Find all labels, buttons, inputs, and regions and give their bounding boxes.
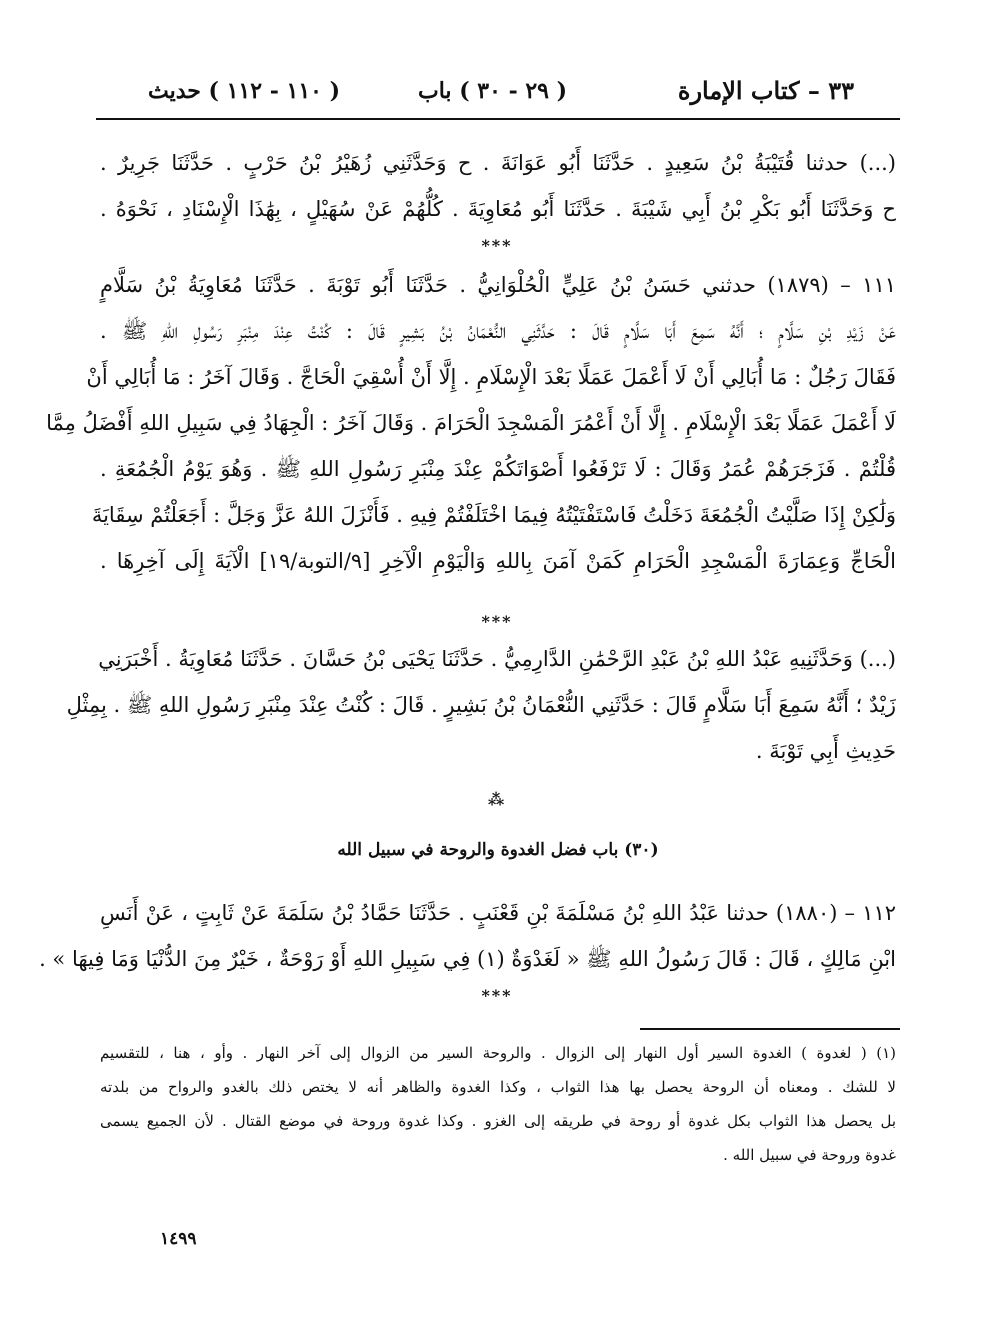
footnote-line: (١) ( لغدوة ) الغدوة السير أول النهار إلى الزوال . والروحة السير من الزوال إلى آخر النهار . وأو ، هنا ، للتقسيم bbox=[100, 1044, 896, 1062]
book-title: ٣٣ – كتاب الإمارة bbox=[677, 76, 854, 105]
page-number: ١٤٩٩ bbox=[160, 1229, 197, 1249]
text-line: الْحَاجِّ وَعِمَارَةَ الْمَسْجِدِ الْحَرَامِ كَمَنْ آمَنَ بِاللهِ وَالْيَوْمِ الْآخِرِ [٩/التوبة/١٩] الْآيَةَ إِلَى آخِرِهَا . bbox=[100, 549, 896, 573]
hadith-112 bbox=[39, 890, 897, 982]
text-line: وَلَٰكِنْ إِذَا صَلَّيْتُ الْجُمُعَةَ دَخَلْتُ فَاسْتَفْتَيْتُهُ فِيمَا اخْتَلَفْتُمْ فِيهِ . فَأَنْزَلَ اللهُ عَزَّ وَجَلَّ : أَجَعَلْتُمْ سِقَايَةَ bbox=[91, 503, 896, 527]
hadith-range: ( ١١٠ - ١١٢ ) حديث bbox=[148, 78, 341, 104]
text-line: عَنْ زَيْدِ بْنِ سَلَّامٍ ؛ أَنَّهُ سَمِعَ أَبَا سَلَّامٍ قَالَ : حَدَّثَنِي النُّعْمَانُ بْنُ بَشِيرٍ قَالَ : كُنْتُ عِنْدَ مِنْبَرِ رَسُولِ اللهِ ﷺ . bbox=[100, 319, 896, 343]
footnote bbox=[100, 1036, 896, 1172]
header-rule bbox=[96, 118, 900, 120]
text-line: ابْنِ مَالِكٍ ، قَالَ : قَالَ رَسُولُ اللهِ ﷺ « لَغَدْوَةٌ (١) فِي سَبِيلِ اللهِ أَوْ رَوْحَةٌ ، خَيْرٌ مِنَ الدُّنْيَا وَمَا فِيهَا » . bbox=[39, 947, 896, 971]
text-line: (...) حدثنا قُتَيْبَةُ بْنُ سَعِيدٍ . حَدَّثَنَا أَبُو عَوَانَةَ . ح وَحَدَّثَنِي زُهَيْرُ بْنُ حَرْبٍ . حَدَّثَنَا جَرِيرٌ . bbox=[100, 151, 896, 175]
text-line: قُلْتُمْ . فَزَجَرَهُمْ عُمَرُ وَقَالَ : لَا تَرْفَعُوا أَصْوَاتَكُمْ عِنْدَ مِنْبَرِ رَسُولِ اللهِ ﷺ . وَهُوَ يَوْمُ الْجُمُعَةِ . bbox=[100, 457, 896, 481]
hadith-111 bbox=[46, 262, 897, 584]
text-line: ١١٢ – (١٨٨٠) حدثنا عَبْدُ اللهِ بْنُ مَسْلَمَةَ بْنِ قَعْنَبٍ . حَدَّثَنَا حَمَّادُ بْنُ سَلَمَةَ عَنْ ثَابِتٍ ، عَنْ أَنَسِ bbox=[100, 901, 897, 925]
text-line: زَيْدٌ ؛ أَنَّهُ سَمِعَ أَبَا سَلَّامٍ قَالَ : حَدَّثَنِي النُّعْمَانُ بْنُ بَشِيرٍ . قَالَ : كُنْتُ عِنْدَ مِنْبَرِ رَسُولِ اللهِ ﷺ . بِمِثْلِ bbox=[66, 693, 896, 717]
text-line: ١١١ – (١٨٧٩) حدثني حَسَنُ بْنُ عَلِيٍّ الْحُلْوَانِيُّ . حَدَّثَنَا أَبُو تَوْبَةَ . حَدَّثَنَا مُعَاوِيَةُ بْنُ سَلَّامٍ bbox=[100, 273, 897, 297]
footnote-line: بل يحصل هذا الثواب بكل غدوة أو روحة في طريقه إلى الغزو . وكذا غدوة وروحة في موضع القتال . لأن الجميع يسمى bbox=[100, 1112, 896, 1130]
text-line: فَقَالَ رَجُلٌ : مَا أُبَالِي أَنْ لَا أَعْمَلَ عَمَلًا بَعْدَ الْإِسْلَامِ . إِلَّا أَنْ أُسْقِيَ الْحَاجَّ . وَقَالَ آخَرُ : مَا أُبَالِي أَنْ bbox=[86, 365, 896, 389]
text-line: (...) وَحَدَّثَنِيهِ عَبْدُ اللهِ بْنُ عَبْدِ الرَّحْمَٰنِ الدَّارِمِيُّ . حَدَّثَنَا يَحْيَى بْنُ حَسَّانَ . حَدَّثَنَا مُعَاوِيَةُ . أَخْبَرَنِي bbox=[98, 647, 896, 671]
chapter-range: ( ٢٩ - ٣٠ ) باب bbox=[418, 78, 568, 104]
footnote-rule bbox=[640, 1028, 900, 1030]
running-header bbox=[148, 72, 854, 112]
section-separator: ⁂ bbox=[487, 790, 507, 809]
separator-stars: *** bbox=[481, 612, 513, 631]
text-line: ح وَحَدَّثَنَا أَبُو بَكْرِ بْنُ أَبِي شَيْبَةَ . حَدَّثَنَا أَبُو مُعَاوِيَةَ . كُلُّهُمْ عَنْ سُهَيْلٍ ، بِهَٰذَا الْإِسْنَادِ ، نَحْوَهُ . bbox=[100, 197, 896, 221]
hadith-111-variant bbox=[66, 636, 896, 774]
separator-stars: *** bbox=[481, 236, 513, 255]
bab-title: (٣٠) باب فضل الغدوة والروحة في سبيل الله bbox=[337, 840, 659, 860]
text-line: لَا أَعْمَلَ عَمَلًا بَعْدَ الْإِسْلَامِ . إِلَّا أَنْ أَعْمُرَ الْمَسْجِدَ الْحَرَامَ . وَقَالَ آخَرُ : الْجِهَادُ فِي سَبِيلِ اللهِ أَفْضَلُ مِمَّا bbox=[46, 411, 896, 435]
hadith-110-variant bbox=[100, 140, 896, 232]
footnote-line: لا للشك . ومعناه أن الروحة يحصل بها هذا الثواب ، وكذا الغدوة والظاهر أنه لا يختص ذلك بالغدو والرواح من بلدته bbox=[100, 1078, 896, 1096]
footnote-line: غدوة وروحة في سبيل الله . bbox=[723, 1146, 896, 1164]
separator-stars: *** bbox=[481, 986, 513, 1005]
text-line: حَدِيثِ أَبِي تَوْبَةَ . bbox=[755, 739, 896, 763]
